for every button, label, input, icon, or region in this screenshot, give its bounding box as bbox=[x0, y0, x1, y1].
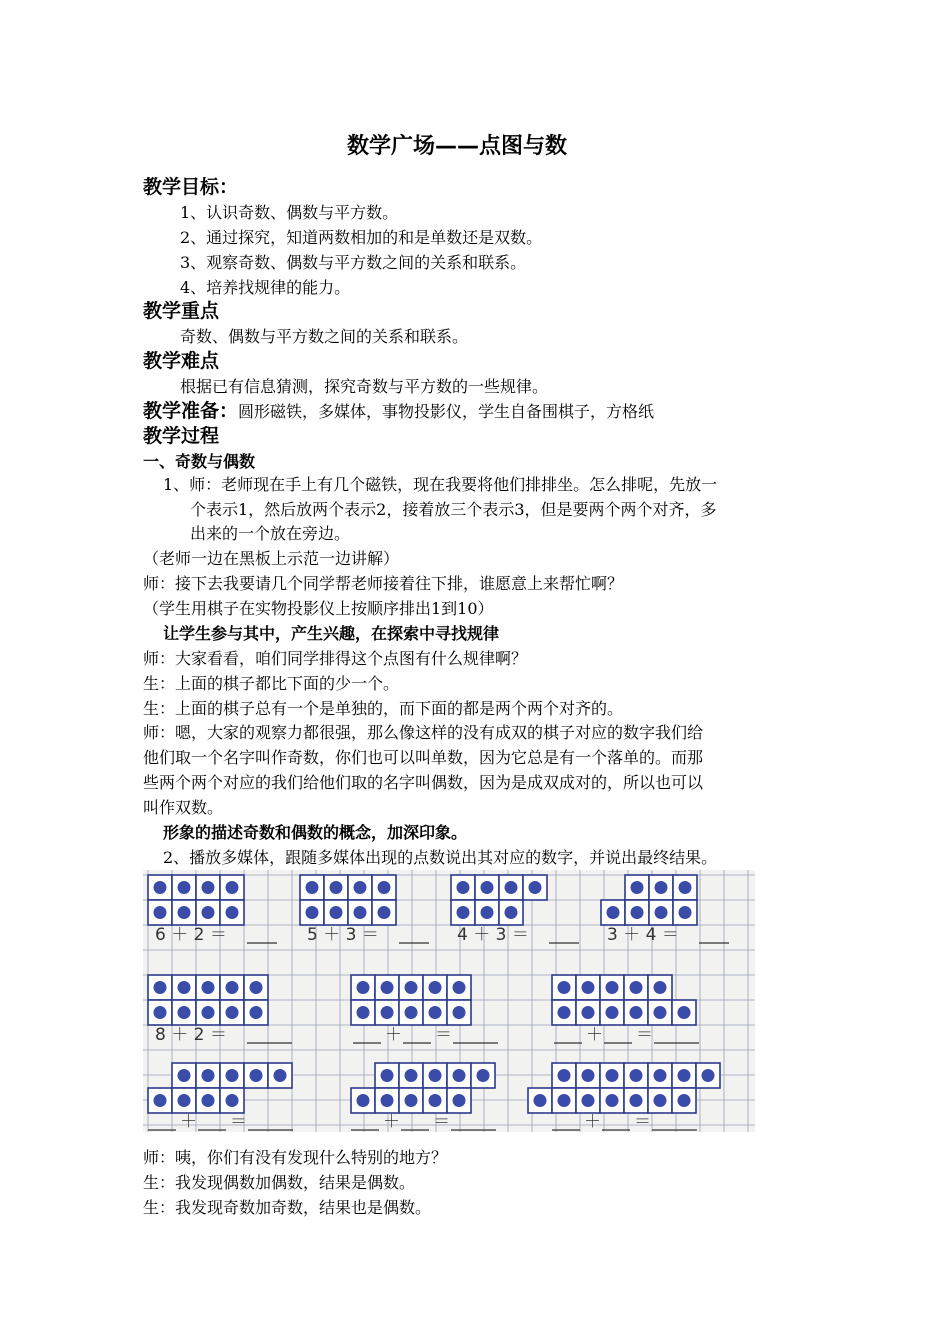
dot bbox=[226, 981, 239, 994]
equation-text: ＝ bbox=[230, 1112, 247, 1132]
dot bbox=[558, 1069, 571, 1082]
equation-text: 8 ＋ 2 ＝ bbox=[155, 1025, 227, 1045]
dot bbox=[481, 881, 494, 894]
dot bbox=[630, 981, 643, 994]
paragraph-line: 1、师：老师现在手上有几个磁铁，现在我要将他们排排坐。怎么排呢，先放一 bbox=[163, 475, 718, 494]
process-heading: 教学过程 bbox=[143, 425, 220, 447]
preparation bbox=[143, 400, 654, 423]
paragraph-line: 个表示1，然后放两个表示2，接着放三个表示3，但是要两个两个对齐，多 bbox=[190, 500, 717, 519]
dot bbox=[202, 1069, 215, 1082]
dot bbox=[250, 1069, 263, 1082]
objectives-heading: 教学目标： bbox=[143, 176, 239, 198]
dot bbox=[357, 1006, 370, 1019]
dot bbox=[178, 1069, 191, 1082]
objective-item: 3、观察奇数、偶数与平方数之间的关系和联系。 bbox=[180, 253, 527, 272]
dot bbox=[226, 881, 239, 894]
dot bbox=[202, 906, 215, 919]
student-line: 生：我发现偶数加偶数，结果是偶数。 bbox=[143, 1173, 416, 1192]
section-heading: 一、奇数与偶数 bbox=[143, 452, 256, 471]
dot bbox=[306, 881, 319, 894]
dot bbox=[154, 981, 167, 994]
dot-panel bbox=[148, 875, 244, 925]
dot bbox=[429, 1069, 442, 1082]
note-line: （老师一边在黑板上示范一边讲解） bbox=[143, 549, 400, 568]
dot bbox=[405, 1094, 418, 1107]
equation-text: ＝ bbox=[636, 1025, 653, 1045]
dot bbox=[606, 981, 619, 994]
dot bbox=[274, 1069, 287, 1082]
dot bbox=[679, 906, 692, 919]
dot bbox=[558, 1006, 571, 1019]
dot bbox=[534, 1094, 547, 1107]
student-line: 生：上面的棋子都比下面的少一个。 bbox=[143, 674, 400, 693]
dot bbox=[529, 881, 542, 894]
dot-diagram-figure bbox=[143, 870, 755, 1132]
dot bbox=[453, 1094, 466, 1107]
dot bbox=[178, 1094, 191, 1107]
dot bbox=[582, 1069, 595, 1082]
dot bbox=[702, 1069, 715, 1082]
dot bbox=[654, 1006, 667, 1019]
design-note: 让学生参与其中，产生兴趣，在探索中寻找规律 bbox=[163, 624, 500, 643]
equation-text: 3 ＋ 4 ＝ bbox=[607, 925, 679, 945]
equation-text: 5 ＋ 3 ＝ bbox=[307, 925, 379, 945]
dot bbox=[429, 1094, 442, 1107]
dot bbox=[655, 906, 668, 919]
dot bbox=[330, 881, 343, 894]
equation-text: ＝ bbox=[634, 1112, 651, 1132]
dot bbox=[154, 1006, 167, 1019]
objective-item: 1、认识奇数、偶数与平方数。 bbox=[180, 203, 399, 222]
dot bbox=[678, 1006, 691, 1019]
key-point-heading: 教学重点 bbox=[143, 300, 220, 322]
dot bbox=[582, 1094, 595, 1107]
dot bbox=[357, 1094, 370, 1107]
dot bbox=[505, 906, 518, 919]
dot bbox=[381, 1069, 394, 1082]
equation-text: 6 ＋ 2 ＝ bbox=[155, 925, 227, 945]
dot bbox=[505, 881, 518, 894]
dot bbox=[582, 981, 595, 994]
dot bbox=[250, 1006, 263, 1019]
student-line: 生：我发现奇数加奇数，结果也是偶数。 bbox=[143, 1198, 432, 1217]
key-point-text: 奇数、偶数与平方数之间的关系和联系。 bbox=[180, 327, 469, 346]
dot bbox=[679, 881, 692, 894]
dot bbox=[453, 1069, 466, 1082]
page-title: 数学广场——点图与数 bbox=[347, 134, 568, 159]
dot bbox=[481, 906, 494, 919]
dot bbox=[631, 906, 644, 919]
dot bbox=[477, 1069, 490, 1082]
dot-panel bbox=[351, 975, 471, 1025]
dot bbox=[226, 1069, 239, 1082]
equation-text: ＋ bbox=[383, 1112, 400, 1132]
dot-panel bbox=[300, 875, 396, 925]
dot bbox=[654, 1069, 667, 1082]
preparation-heading: 教学准备： bbox=[143, 400, 239, 422]
teacher-line: 些两个两个对应的我们给他们取的名字叫偶数，因为是成双成对的，所以也可以 bbox=[143, 773, 704, 792]
objective-item: 4、培养找规律的能力。 bbox=[180, 278, 351, 297]
dot bbox=[202, 1006, 215, 1019]
dot bbox=[630, 1006, 643, 1019]
paragraph-line: 2、播放多媒体，跟随多媒体出现的点数说出其对应的数字，并说出最终结果。 bbox=[163, 848, 718, 867]
dot bbox=[354, 906, 367, 919]
equation-text: ＋ bbox=[180, 1112, 197, 1132]
teacher-line: 叫作双数。 bbox=[143, 798, 224, 817]
teacher-line: 师：咦，你们有没有发现什么特别的地方？ bbox=[143, 1148, 448, 1167]
dot bbox=[178, 981, 191, 994]
dot bbox=[630, 1094, 643, 1107]
dot bbox=[606, 1094, 619, 1107]
dot bbox=[607, 906, 620, 919]
dot bbox=[154, 881, 167, 894]
dot bbox=[429, 981, 442, 994]
design-note: 形象的描述奇数和偶数的概念，加深印象。 bbox=[163, 823, 468, 842]
dot bbox=[678, 1069, 691, 1082]
dot bbox=[378, 906, 391, 919]
dot bbox=[381, 981, 394, 994]
dot bbox=[250, 981, 263, 994]
dot bbox=[202, 981, 215, 994]
dot bbox=[582, 1006, 595, 1019]
equation-text: ＋ bbox=[385, 1025, 402, 1045]
dot bbox=[654, 1094, 667, 1107]
dot bbox=[354, 881, 367, 894]
difficulty-heading: 教学难点 bbox=[143, 350, 220, 372]
dot bbox=[226, 906, 239, 919]
dot bbox=[178, 906, 191, 919]
dot bbox=[457, 881, 470, 894]
dot bbox=[306, 906, 319, 919]
dot bbox=[558, 981, 571, 994]
dot bbox=[178, 881, 191, 894]
dot bbox=[606, 1006, 619, 1019]
dot bbox=[655, 881, 668, 894]
dot bbox=[429, 1006, 442, 1019]
equation-text: ＋ bbox=[586, 1025, 603, 1045]
dot bbox=[457, 906, 470, 919]
dot bbox=[405, 1069, 418, 1082]
dot bbox=[202, 1094, 215, 1107]
dot bbox=[178, 1006, 191, 1019]
dot bbox=[154, 906, 167, 919]
teacher-line: 师：嗯，大家的观察力都很强，那么像这样的没有成双的棋子对应的数字我们给 bbox=[143, 723, 704, 742]
dot bbox=[654, 981, 667, 994]
dot bbox=[678, 1094, 691, 1107]
dot bbox=[558, 1094, 571, 1107]
dot bbox=[381, 1094, 394, 1107]
dot bbox=[453, 1006, 466, 1019]
dot bbox=[606, 1069, 619, 1082]
equation-text: 4 ＋ 3 ＝ bbox=[457, 925, 529, 945]
student-line: 生：上面的棋子总有一个是单独的，而下面的都是两个两个对齐的。 bbox=[143, 699, 624, 718]
dot bbox=[630, 1069, 643, 1082]
dot bbox=[381, 1006, 394, 1019]
dot bbox=[357, 981, 370, 994]
dot bbox=[226, 1094, 239, 1107]
preparation-text: 圆形磁铁，多媒体，事物投影仪，学生自备围棋子，方格纸 bbox=[238, 402, 655, 421]
dot bbox=[154, 1094, 167, 1107]
teacher-line: 师：大家看看，咱们同学排得这个点图有什么规律啊？ bbox=[143, 649, 528, 668]
equation-text: ＝ bbox=[435, 1025, 452, 1045]
dot bbox=[226, 1006, 239, 1019]
dot-panel bbox=[148, 975, 268, 1025]
equation-text: ＝ bbox=[433, 1112, 450, 1132]
dot bbox=[202, 881, 215, 894]
teacher-line: 师：接下去我要请几个同学帮老师接着往下排，谁愿意上来帮忙啊？ bbox=[143, 574, 624, 593]
equation-text: ＋ bbox=[584, 1112, 601, 1132]
note-line: （学生用棋子在实物投影仪上按顺序排出1到10） bbox=[143, 599, 494, 618]
dot bbox=[405, 1006, 418, 1019]
objective-item: 2、通过探究，知道两数相加的和是单数还是双数。 bbox=[180, 228, 543, 247]
teacher-line: 他们取一个名字叫作奇数，你们也可以叫单数，因为它总是有一个落单的。而那 bbox=[143, 748, 704, 767]
dot bbox=[631, 881, 644, 894]
dot bbox=[453, 981, 466, 994]
difficulty-text: 根据已有信息猜测，探究奇数与平方数的一些规律。 bbox=[180, 377, 549, 396]
paragraph-line: 出来的一个放在旁边。 bbox=[190, 524, 351, 543]
dot bbox=[330, 906, 343, 919]
dot bbox=[405, 981, 418, 994]
dot bbox=[378, 881, 391, 894]
dot-panel bbox=[528, 1063, 720, 1113]
